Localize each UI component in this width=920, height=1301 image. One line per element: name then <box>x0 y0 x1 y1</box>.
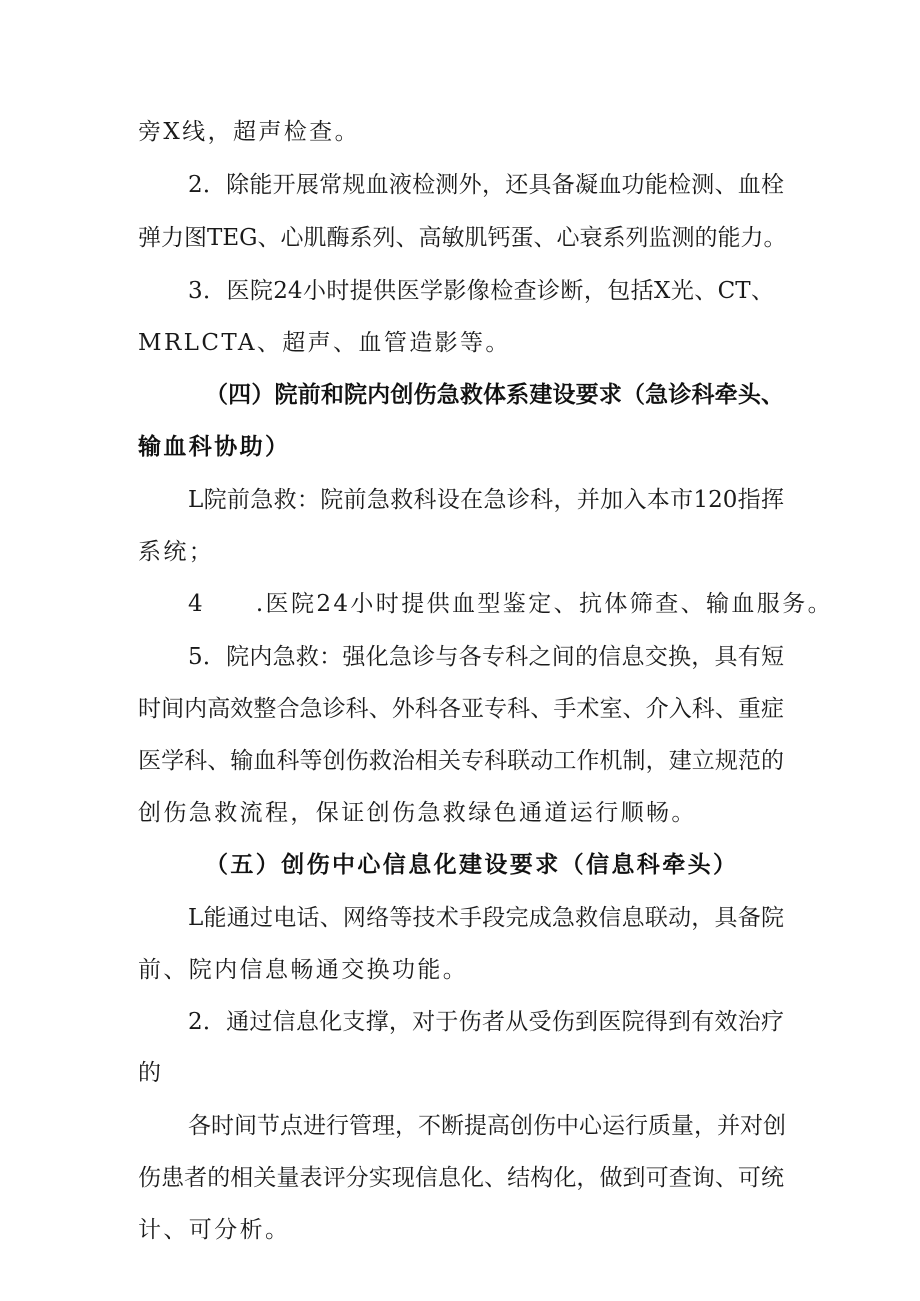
body-line: 4 .医院24小时提供血型鉴定、抗体筛查、输血服务。 <box>188 591 834 617</box>
body-line: 各时间节点进行管理，不断提高创伤中心运行质量，并对创 <box>188 1113 786 1139</box>
section-heading-5: （五）创伤中心信息化建设要求（信息科牵头） <box>205 852 739 878</box>
section-heading-4-continued: 输血科协助） <box>138 434 291 460</box>
body-line: L院前急救：院前急救科设在急诊科，并加入本市120指挥 <box>188 487 784 513</box>
body-line: 创伤急救流程，保证创伤急救绿色通道运行顺畅。 <box>138 800 697 826</box>
body-line: 2．通过信息化支撑，对于伤者从受伤到医院得到有效治疗 <box>188 1009 784 1035</box>
body-line: MRLCTA、超声、血管造影等。 <box>138 330 511 356</box>
body-line: 2．除能开展常规血液检测外，还具备凝血功能检测、血栓 <box>188 172 784 198</box>
body-line: 计、可分析。 <box>138 1217 291 1243</box>
body-line: 5．院内急救：强化急诊与各专科之间的信息交换，具有短 <box>188 644 784 670</box>
body-line: L能通过电话、网络等技术手段完成急救信息联动，具备院 <box>188 905 784 931</box>
body-line: 弹力图TEG、心肌酶系列、高敏肌钙蛋、心衰系列监测的能力。 <box>138 225 787 251</box>
body-line: 伤患者的相关量表评分实现信息化、结构化，做到可查询、可统 <box>138 1165 784 1191</box>
body-line: 的 <box>138 1060 164 1086</box>
body-line: 前、院内信息畅通交换功能。 <box>138 957 469 983</box>
body-line: 时间内高效整合急诊科、外科各亚专科、手术室、介入科、重症 <box>138 696 784 722</box>
body-line: 医学科、输血科等创伤救治相关专科联动工作机制，建立规范的 <box>138 748 784 774</box>
body-line: 系统； <box>138 539 215 565</box>
section-heading-4: （四）院前和院内创伤急救体系建设要求（急诊科牵头、 <box>205 382 784 408</box>
body-line: 3．医院24小时提供医学影像检查诊断，包括X光、CT、 <box>188 278 774 304</box>
body-line: 旁X线，超声检查。 <box>138 119 360 145</box>
